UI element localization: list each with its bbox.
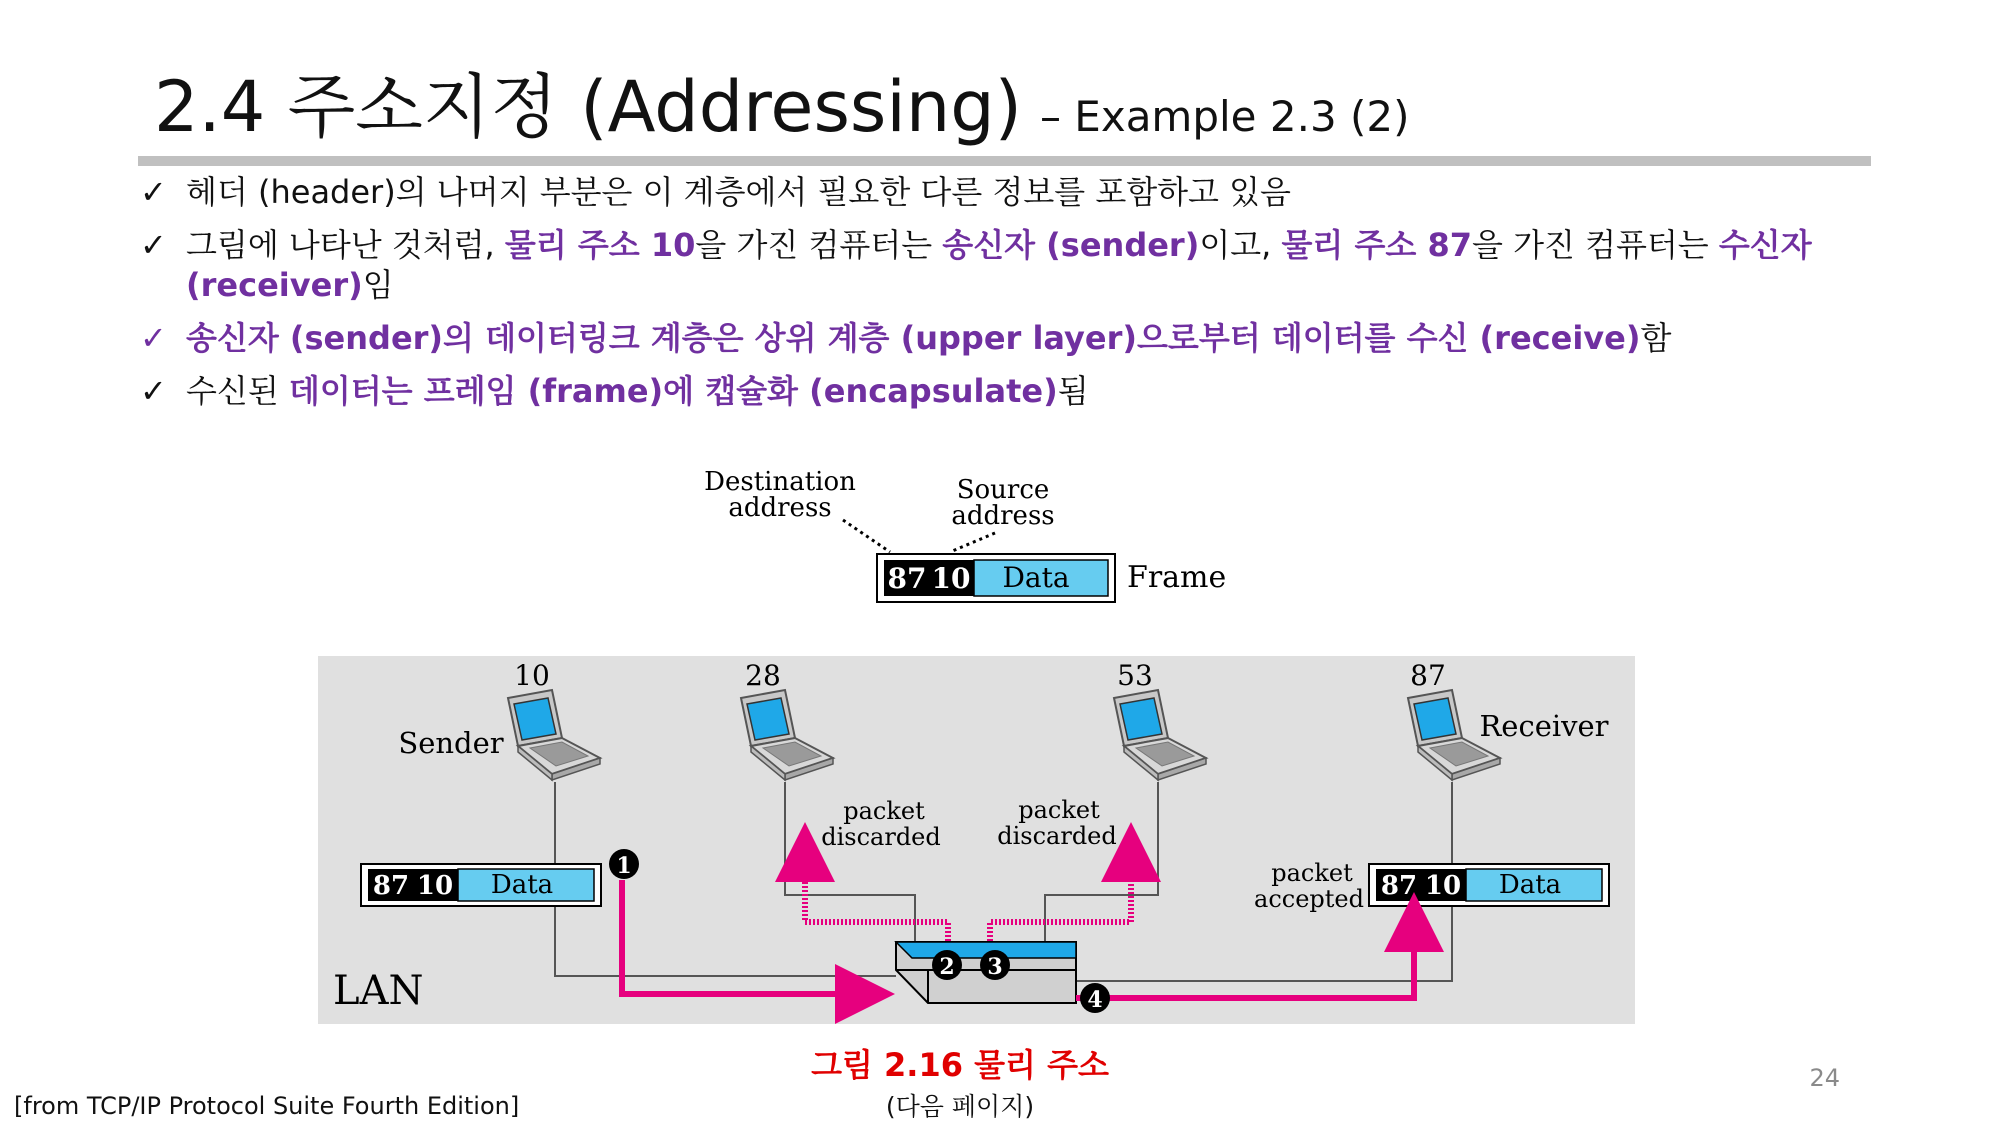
receiver-frame-dest: 87: [1380, 871, 1418, 901]
top-frame-dest: 87: [887, 562, 927, 595]
bullet-text: 함: [1640, 319, 1672, 357]
accepted-note-line2: accepted: [1254, 885, 1364, 913]
bullet-text: 을 가진 컴퓨터는: [695, 226, 943, 264]
bullet-emphasis: 물리 주소 87: [1281, 226, 1472, 264]
bullet-emphasis: 수신자 (receiver): [186, 226, 1812, 304]
receiver-frame-data: Data: [1498, 870, 1562, 900]
sender-frame-src: 10: [416, 871, 454, 901]
frame-label: Frame: [1127, 560, 1227, 595]
discard-note-28-line2: discarded: [821, 823, 941, 851]
station-address-10: 10: [514, 659, 550, 692]
lan-label: LAN: [333, 968, 424, 1014]
figure-caption: 그림 2.16 물리 주소: [811, 1046, 1109, 1084]
bullet-text: 을 가진 컴퓨터는: [1471, 226, 1719, 264]
dest-pointer: [843, 520, 890, 552]
source-address-label: Source: [956, 475, 1050, 505]
dest-address-label-2: address: [728, 493, 832, 523]
sender-frame: [361, 864, 601, 906]
checkmark-icon: ✓: [140, 319, 167, 357]
bullet-text: 임: [362, 266, 394, 304]
title-subtitle: – Example 2.3 (2): [1039, 92, 1410, 141]
station-address-28: 28: [745, 659, 781, 692]
source-citation: [from TCP/IP Protocol Suite Fourth Edition]: [14, 1092, 520, 1120]
top-frame-src: 10: [931, 562, 971, 595]
top-frame-data: Data: [1002, 561, 1070, 594]
step-2-label: 2: [939, 954, 955, 980]
station-address-53: 53: [1117, 659, 1153, 692]
bullet-text: 됨: [1057, 372, 1089, 410]
source-address-label-2: address: [951, 501, 1055, 531]
bullet-emphasis: 물리 주소 10: [504, 226, 696, 264]
step-2: [932, 950, 962, 980]
top-frame: [877, 554, 1115, 602]
step-4: [1080, 983, 1110, 1013]
station-address-87: 87: [1410, 659, 1446, 692]
discard-note-53-line1: packet: [1018, 796, 1100, 824]
page-number: 24: [1809, 1064, 1840, 1092]
discard-note-53-line2: discarded: [997, 822, 1117, 850]
figure-caption-sub: (다음 페이지): [885, 1092, 1035, 1121]
src-pointer: [950, 533, 995, 552]
bullet-text: 수신된: [186, 372, 289, 410]
receiver-frame: [1369, 864, 1609, 906]
step-3-label: 3: [987, 954, 1003, 980]
bullet-text: 헤더 (header)의 나머지 부분은 이 계층에서 필요한 다른 정보를 포함하고 있음: [186, 173, 1291, 211]
checkmark-icon: ✓: [140, 226, 167, 264]
sender-label: Sender: [398, 726, 504, 760]
discard-note-28-line1: packet: [843, 797, 925, 825]
bullet-emphasis: 송신자 (sender)의 데이터링크 계층은 상위 계층 (upper layer)으로부터 데이터를 수신 (receive): [186, 319, 1641, 357]
receiver-frame-src: 10: [1424, 871, 1462, 901]
dest-address-label: Destination: [704, 467, 856, 497]
title-main: 2.4 주소지정 (Addressing): [154, 66, 1022, 148]
step-4-label: 4: [1087, 987, 1103, 1013]
sender-frame-data: Data: [490, 870, 554, 900]
checkmark-icon: ✓: [140, 372, 167, 410]
bullet-emphasis: 송신자 (sender): [942, 226, 1200, 264]
step-1: [609, 849, 639, 879]
accepted-note-line1: packet: [1271, 859, 1353, 887]
step-3: [980, 950, 1010, 980]
bullet-emphasis: 데이터는 프레임 (frame)에 캡슐화 (encapsulate): [288, 372, 1058, 410]
step-1-label: 1: [616, 853, 632, 879]
bullet-text: 그림에 나타난 것처럼,: [186, 226, 505, 264]
bullet-text: 이고,: [1199, 226, 1282, 264]
checkmark-icon: ✓: [140, 173, 167, 211]
receiver-label: Receiver: [1479, 709, 1609, 743]
sender-frame-dest: 87: [372, 871, 410, 901]
